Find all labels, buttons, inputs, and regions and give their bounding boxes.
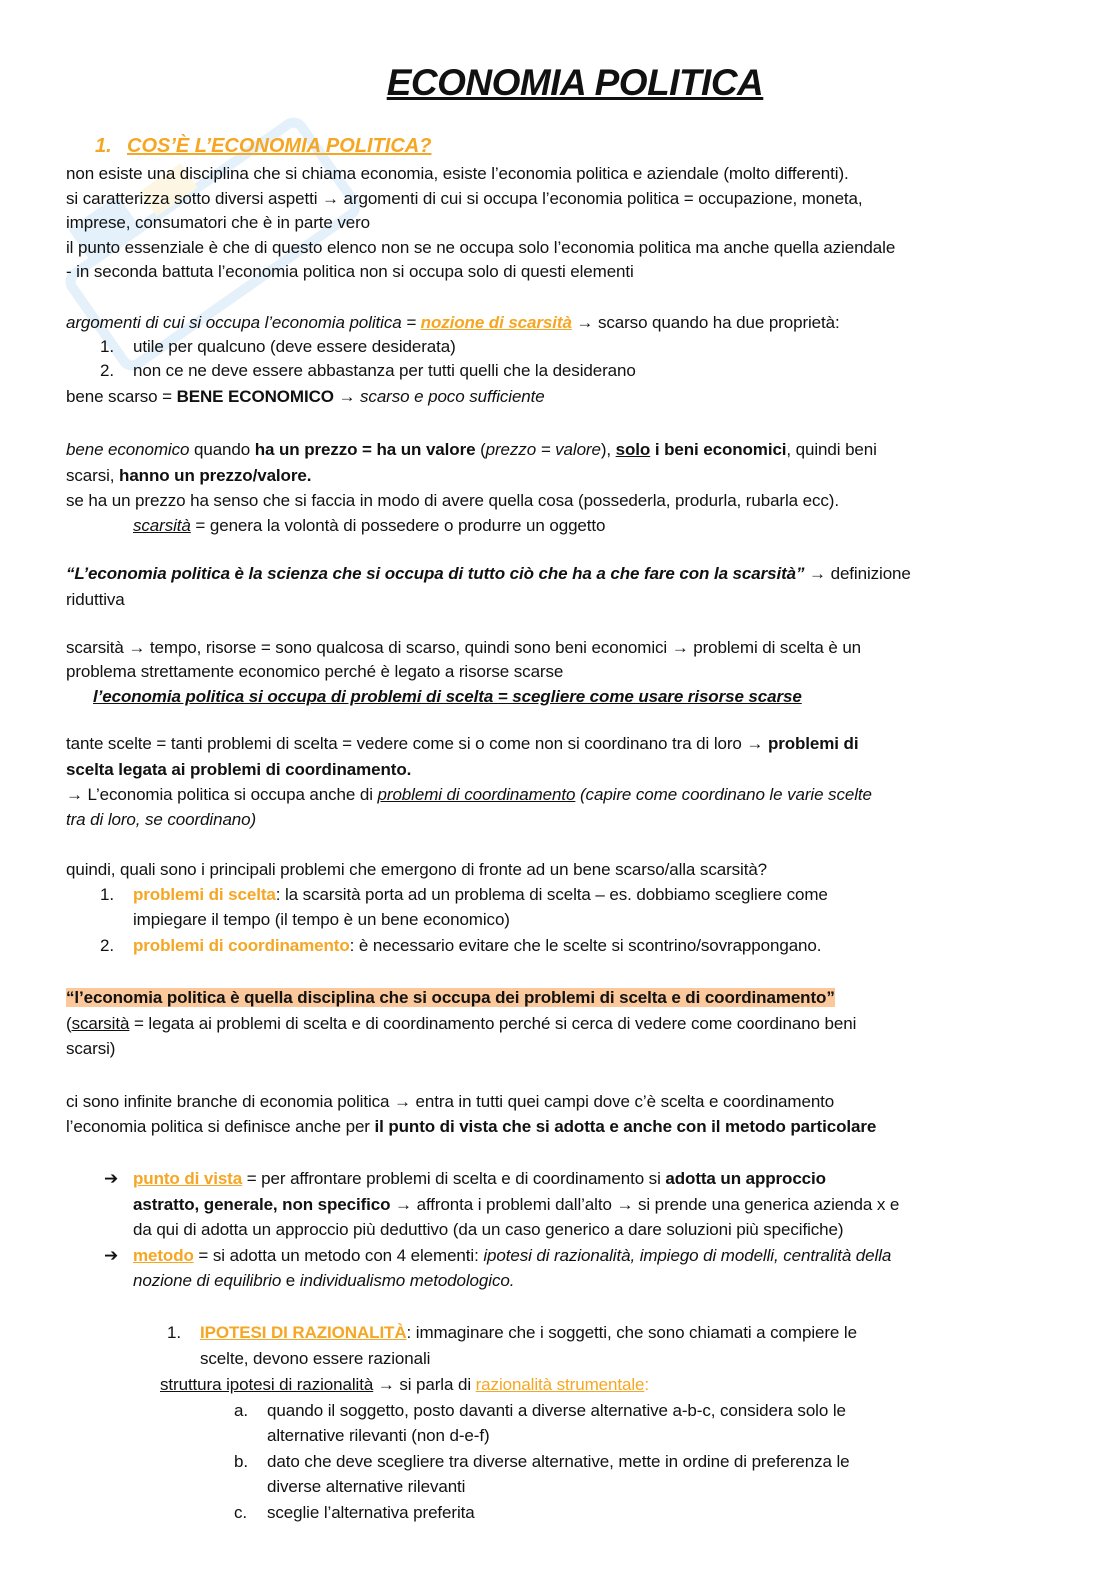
text-line: scarsità → tempo, risorse = sono qualcosa di scarso, quindi sono beni economici → problemi di scelta è un [66,638,862,657]
span: BENE ECONOMICO [176,387,334,406]
text-line: non esiste una disciplina che si chiama economia, esiste l’economia politica e aziendale (molto differenti). [66,164,849,183]
list-item [234,1399,1117,1423]
bullet-item [104,1244,1089,1268]
text-line: il punto essenziale è che di questo elenco non se ne occupa solo l’economia politica ma anche quella aziendale [66,238,896,257]
span: ( [66,1014,72,1033]
text-line [66,385,1051,409]
text-line: scelte, devono essere razionali [200,1349,431,1368]
span: → definizione [804,564,911,583]
span: ha un prezzo = ha un valore [254,440,476,459]
text-line [133,1269,1117,1293]
span: → [333,387,361,406]
text-line [66,311,1051,335]
list-item [167,1321,1117,1345]
span: problemi di [767,734,859,753]
span: problemi di coordinamento [377,785,576,804]
span: : la scarsità porta ad un problema di scelta – es. dobbiamo scegliere come [275,885,828,904]
text-line [66,1115,1051,1139]
list-item [100,335,1085,359]
text-line [133,1193,1117,1217]
text-line: ci sono infinite branche di economia politica → entra in tutti quei campi dove c’è scelta e coordinamento [66,1092,835,1111]
text-line [133,514,1117,538]
span: = per affrontare problemi di scelta e di coordinamento si [242,1169,666,1188]
span: → scarso quando ha due proprietà: [571,313,840,332]
span: struttura ipotesi di razionalità [160,1375,374,1394]
list-text: non ce ne deve essere abbastanza per tutti quelli che la desiderano [133,361,636,380]
key-statement: l’economia politica si occupa di problemi di scelta = scegliere come usare risorse scarse [93,687,802,706]
span: = genera la volontà di possedere o produrre un oggetto [190,516,606,535]
text-line [66,438,1051,462]
quote-line [66,562,1051,586]
highlighted-quote [66,986,1051,1010]
text-line: impiegare il tempo (il tempo è un bene economico) [133,910,510,929]
list-number: 2. [100,361,114,380]
list-text: utile per qualcuno (deve essere desiderata) [133,337,456,356]
bullet-item [104,1167,1089,1191]
span: “l’economia politica è quella disciplina che si occupa dei problemi di scelta e di coordinamento” [66,988,835,1007]
span: i beni economici [650,440,787,459]
span: adotta un approccio [665,1169,826,1188]
list-item [234,1450,1117,1474]
span: ( [475,440,486,459]
span: , quindi beni [786,440,877,459]
list-number: 1. [100,337,114,356]
span: e [281,1271,300,1290]
text-line: - in seconda battuta l’economia politica non si occupa solo di questi elementi [66,262,634,281]
text-line: da qui di adotta un approccio più deduttivo (da un caso generico a dare soluzioni più specifiche) [133,1220,844,1239]
list-item [100,883,1085,907]
span: razionalità strumentale [475,1375,645,1394]
span: “L’economia politica è la scienza che si occupa di tutto ciò che ha a che fare con la scarsità” [66,564,805,583]
text-line: se ha un prezzo ha senso che si faccia in modo di avere quella cosa (possederla, produrla, rubarla ecc). [66,491,839,510]
span: individualismo metodologico. [299,1271,515,1290]
span: = legata ai problemi di scelta e di coordinamento perché si cerca di vedere come coordinano beni [129,1014,857,1033]
span: : immaginare che i soggetti, che sono chiamati a compiere le [406,1323,857,1342]
section-heading [95,132,431,160]
document-title: ECONOMIA POLITICA [386,62,764,103]
arrow-bullet-icon: ➔ [104,1169,119,1188]
section-title: COS’È L’ECONOMIA POLITICA? [127,135,432,157]
list-letter: b. [234,1452,248,1471]
span: bene economico [66,440,190,459]
span: → si parla di [373,1375,476,1394]
span: metodo [133,1246,194,1265]
span: quando [189,440,255,459]
span: (capire come coordinano le varie scelte [575,785,872,804]
text-line: riduttiva [66,590,125,609]
text-line: scarsi) [66,1039,116,1058]
span: scarsità [133,516,191,535]
span: scarsità [71,1014,130,1033]
span: : [644,1375,649,1394]
text-line [66,732,1051,756]
list-number: 1. [167,1323,181,1342]
term-nozione-di-scarsita: nozione di scarsità [420,313,572,332]
list-text: quando il soggetto, posto davanti a diverse alternative a-b-c, considera solo le [267,1401,846,1420]
text-line: tra di loro, se coordinano) [66,810,257,829]
span: prezzo = valore [485,440,601,459]
span: ), [600,440,616,459]
span: argomenti di cui si occupa l’economia politica = [66,313,421,332]
span: bene scarso = [66,387,177,406]
span: ipotesi di razionalità, impiego di modelli, centralità della [483,1246,892,1265]
arrow-bullet-icon: ➔ [104,1246,119,1265]
list-letter: c. [234,1503,248,1522]
span: l’economia politica si definisce anche per [66,1117,375,1136]
list-text: sceglie l’alternativa preferita [267,1503,475,1522]
span: problemi di coordinamento [133,936,350,955]
span: IPOTESI DI RAZIONALITÀ [200,1323,407,1342]
list-item [100,359,1085,383]
span: scarso e poco sufficiente [360,387,545,406]
span: hanno un prezzo/valore. [119,466,312,485]
span: solo [615,440,651,459]
text-line: scelta legata ai problemi di coordinamento. [66,760,412,779]
span: tante scelte = tanti problemi di scelta = vedere come si o come non si coordinano tra di loro → [66,734,768,753]
text-line: alternative rilevanti (non d-e-f) [267,1426,490,1445]
list-number: 2. [100,936,114,955]
text-line: diverse alternative rilevanti [267,1477,466,1496]
text-line [160,1373,1117,1397]
span: → affronta i problemi dall’alto → si prende una generica azienda x e [390,1195,900,1214]
list-item [234,1501,1117,1525]
text-line: imprese, consumatori che è in parte vero [66,213,371,232]
text-line: quindi, quali sono i principali problemi che emergono di fronte ad un bene scarso/alla scarsità? [66,860,768,879]
text-line [66,783,1051,807]
span: = si adotta un metodo con 4 elementi: [193,1246,484,1265]
text-line: si caratterizza sotto diversi aspetti → argomenti di cui si occupa l’economia politica = occupazione, moneta, [66,189,863,208]
section-number: 1. [95,135,112,157]
list-item [100,934,1085,958]
span: il punto di vista che si adotta e anche con il metodo particolare [374,1117,877,1136]
text-line [66,464,1051,488]
list-text: dato che deve scegliere tra diverse alternative, mette in ordine di preferenza le [267,1452,850,1471]
list-number: 1. [100,885,114,904]
span: nozione di equilibrio [133,1271,282,1290]
span: punto di vista [133,1169,243,1188]
span: : è necessario evitare che le scelte si scontrino/sovrappongano. [349,936,822,955]
text-line: problema strettamente economico perché è legato a risorse scarse [66,662,564,681]
span: scarsi, [66,466,120,485]
span: astratto, generale, non specifico [133,1195,391,1214]
span: → L’economia politica si occupa anche di [66,785,378,804]
span: problemi di scelta [133,885,276,904]
list-letter: a. [234,1401,248,1420]
text-line [66,1012,1051,1036]
